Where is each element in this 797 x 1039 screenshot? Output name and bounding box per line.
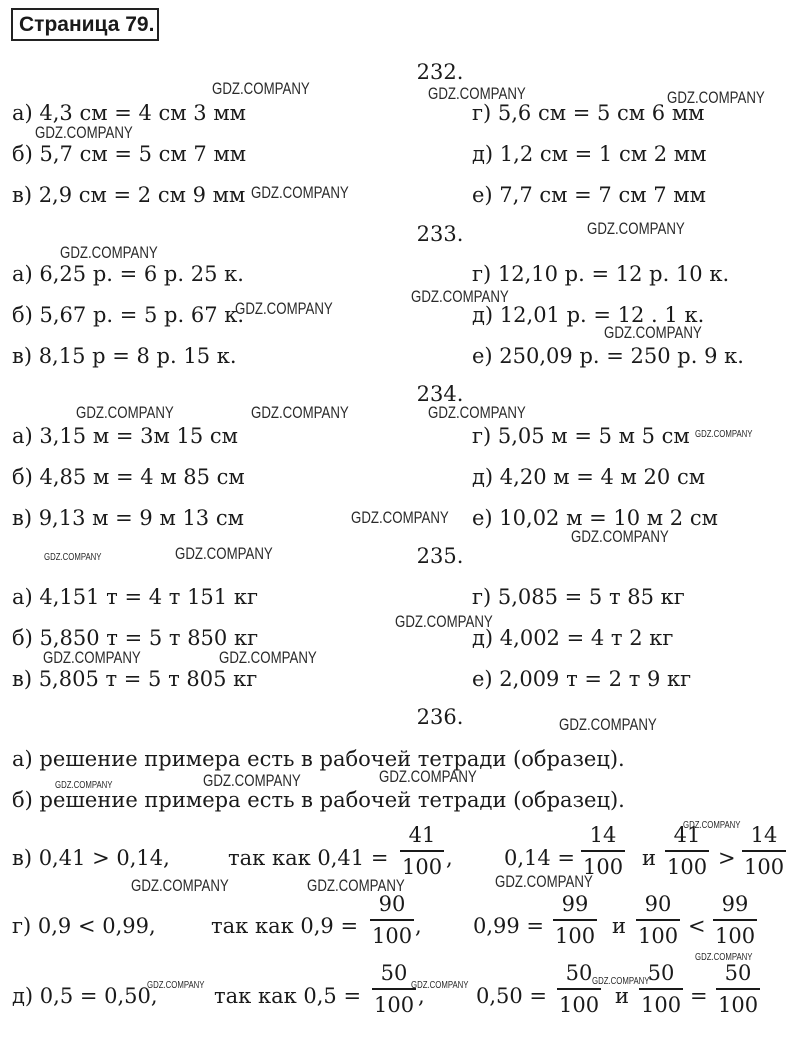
- fraction-denominator: 100: [372, 988, 416, 1017]
- exercise-number-234: 234.: [416, 382, 464, 406]
- watermark: GDZ.COMPANY: [131, 876, 229, 895]
- answer-236-d-mid: 0,50 =: [476, 984, 548, 1008]
- fraction-denominator: 100: [370, 919, 414, 948]
- exercise-number-235: 235.: [416, 544, 464, 568]
- fraction-denominator: 100: [665, 850, 709, 879]
- exercise-number-232: 232.: [416, 60, 464, 84]
- answer-236-b: б) решение примера есть в рабочей тетради (образец).: [12, 788, 625, 812]
- watermark: GDZ.COMPANY: [592, 976, 650, 987]
- answer-235-v: в) 5,805 т = 5 т 805 кг: [12, 667, 258, 691]
- watermark: GDZ.COMPANY: [587, 219, 685, 238]
- fraction-denominator: 100: [742, 850, 786, 879]
- answer-234-a: а) 3,15 м = 3м 15 см: [12, 424, 238, 448]
- fraction-numerator: 14: [750, 823, 778, 847]
- watermark: GDZ.COMPANY: [667, 88, 765, 107]
- fraction-numerator: 50: [380, 961, 408, 985]
- comparison-operator: =: [690, 984, 708, 1008]
- watermark: GDZ.COMPANY: [175, 544, 273, 563]
- fraction-denominator: 100: [581, 850, 625, 879]
- fraction-denominator: 100: [557, 988, 601, 1017]
- comma: ,: [418, 984, 425, 1008]
- watermark: GDZ.COMPANY: [35, 123, 133, 142]
- fraction: [372, 961, 416, 1017]
- fraction: [581, 823, 625, 879]
- watermark: GDZ.COMPANY: [604, 323, 702, 342]
- fraction: [400, 823, 444, 879]
- fraction: [370, 892, 414, 948]
- fraction-numerator: 41: [408, 823, 436, 847]
- fraction-numerator: 90: [644, 892, 672, 916]
- comma: ,: [446, 846, 453, 870]
- answer-232-v: в) 2,9 см = 2 см 9 мм: [12, 183, 246, 207]
- answer-232-g: г) 5,6 см = 5 см 6 мм: [472, 101, 705, 125]
- answer-236-v-since: так как 0,41 =: [228, 846, 389, 870]
- conjunction: и: [642, 846, 656, 870]
- fraction-numerator: 50: [724, 961, 752, 985]
- answer-235-g: г) 5,085 = 5 т 85 кг: [472, 585, 685, 609]
- watermark: GDZ.COMPANY: [307, 876, 405, 895]
- fraction-numerator: 90: [378, 892, 406, 916]
- conjunction: и: [612, 914, 626, 938]
- fraction-numerator: 99: [561, 892, 589, 916]
- watermark: GDZ.COMPANY: [44, 552, 102, 563]
- answer-234-g: г) 5,05 м = 5 м 5 см: [472, 424, 690, 448]
- answer-235-a: а) 4,151 т = 4 т 151 кг: [12, 585, 258, 609]
- answer-233-d: д) 12,01 р. = 12 . 1 к.: [472, 303, 705, 327]
- fraction: [713, 892, 757, 948]
- watermark: GDZ.COMPANY: [695, 429, 753, 440]
- fraction-denominator: 100: [716, 988, 760, 1017]
- watermark: GDZ.COMPANY: [559, 715, 657, 734]
- fraction-numerator: 50: [647, 961, 675, 985]
- watermark: GDZ.COMPANY: [411, 980, 469, 991]
- watermark: GDZ.COMPANY: [43, 648, 141, 667]
- answer-235-e: е) 2,009 т = 2 т 9 кг: [472, 667, 692, 691]
- answer-235-d: д) 4,002 = 4 т 2 кг: [472, 626, 674, 650]
- answer-236-g-since: так как 0,9 =: [211, 914, 359, 938]
- answer-232-e: е) 7,7 см = 7 см 7 мм: [472, 183, 706, 207]
- answer-234-b: б) 4,85 м = 4 м 85 см: [12, 465, 245, 489]
- fraction: [553, 892, 597, 948]
- conjunction: и: [615, 984, 629, 1008]
- watermark: GDZ.COMPANY: [695, 952, 753, 963]
- fraction: [742, 823, 786, 879]
- fraction: [639, 961, 683, 1017]
- answer-232-a: а) 4,3 см = 4 см 3 мм: [12, 101, 247, 125]
- fraction: [636, 892, 680, 948]
- page-title: Страница 79.: [11, 8, 159, 41]
- fraction-denominator: 100: [400, 850, 444, 879]
- fraction-denominator: 100: [713, 919, 757, 948]
- watermark: GDZ.COMPANY: [251, 183, 349, 202]
- fraction-numerator: 50: [565, 961, 593, 985]
- answer-236-v-mid: 0,14 =: [504, 846, 576, 870]
- answer-236-v-start: в) 0,41 > 0,14,: [12, 846, 170, 870]
- answer-232-b: б) 5,7 см = 5 см 7 мм: [12, 142, 247, 166]
- fraction-denominator: 100: [553, 919, 597, 948]
- comparison-operator: >: [718, 846, 736, 870]
- fraction-numerator: 14: [589, 823, 617, 847]
- watermark: GDZ.COMPANY: [76, 403, 174, 422]
- fraction: [557, 961, 601, 1017]
- answer-236-g-start: г) 0,9 < 0,99,: [12, 914, 156, 938]
- watermark: GDZ.COMPANY: [60, 243, 158, 262]
- answer-234-e: е) 10,02 м = 10 м 2 см: [472, 506, 718, 530]
- comparison-operator: <: [688, 914, 706, 938]
- answer-233-v: в) 8,15 р = 8 р. 15 к.: [12, 344, 237, 368]
- watermark: GDZ.COMPANY: [571, 527, 669, 546]
- watermark: GDZ.COMPANY: [235, 299, 333, 318]
- answer-236-g-mid: 0,99 =: [473, 914, 545, 938]
- watermark: GDZ.COMPANY: [212, 79, 310, 98]
- exercise-number-233: 233.: [416, 222, 464, 246]
- watermark: GDZ.COMPANY: [55, 780, 113, 791]
- watermark: GDZ.COMPANY: [411, 287, 509, 306]
- watermark: GDZ.COMPANY: [379, 767, 477, 786]
- watermark: GDZ.COMPANY: [251, 403, 349, 422]
- fraction-numerator: 41: [673, 823, 701, 847]
- answer-233-g: г) 12,10 р. = 12 р. 10 к.: [472, 262, 730, 286]
- watermark: GDZ.COMPANY: [219, 648, 317, 667]
- fraction-denominator: 100: [636, 919, 680, 948]
- watermark: GDZ.COMPANY: [351, 508, 449, 527]
- answer-233-b: б) 5,67 р. = 5 р. 67 к.: [12, 303, 245, 327]
- comma: ,: [415, 914, 422, 938]
- fraction-denominator: 100: [639, 988, 683, 1017]
- watermark: GDZ.COMPANY: [428, 403, 526, 422]
- answer-236-a: а) решение примера есть в рабочей тетради (образец).: [12, 747, 625, 771]
- fraction: [716, 961, 760, 1017]
- answer-232-d: д) 1,2 см = 1 см 2 мм: [472, 142, 707, 166]
- answer-234-v: в) 9,13 м = 9 м 13 см: [12, 506, 244, 530]
- answer-236-d-since: так как 0,5 =: [214, 984, 362, 1008]
- exercise-number-236: 236.: [416, 705, 464, 729]
- fraction: [665, 823, 709, 879]
- answer-236-d-start: д) 0,5 = 0,50,: [12, 984, 158, 1008]
- watermark: GDZ.COMPANY: [495, 872, 593, 891]
- watermark: GDZ.COMPANY: [683, 820, 741, 831]
- answer-235-b: б) 5,850 т = 5 т 850 кг: [12, 626, 259, 650]
- watermark: GDZ.COMPANY: [428, 84, 526, 103]
- answer-233-e: е) 250,09 р. = 250 р. 9 к.: [472, 344, 744, 368]
- watermark: GDZ.COMPANY: [203, 771, 301, 790]
- answer-234-d: д) 4,20 м = 4 м 20 см: [472, 465, 706, 489]
- answer-233-a: а) 6,25 р. = 6 р. 25 к.: [12, 262, 244, 286]
- watermark: GDZ.COMPANY: [147, 980, 205, 991]
- fraction-numerator: 99: [721, 892, 749, 916]
- watermark: GDZ.COMPANY: [395, 612, 493, 631]
